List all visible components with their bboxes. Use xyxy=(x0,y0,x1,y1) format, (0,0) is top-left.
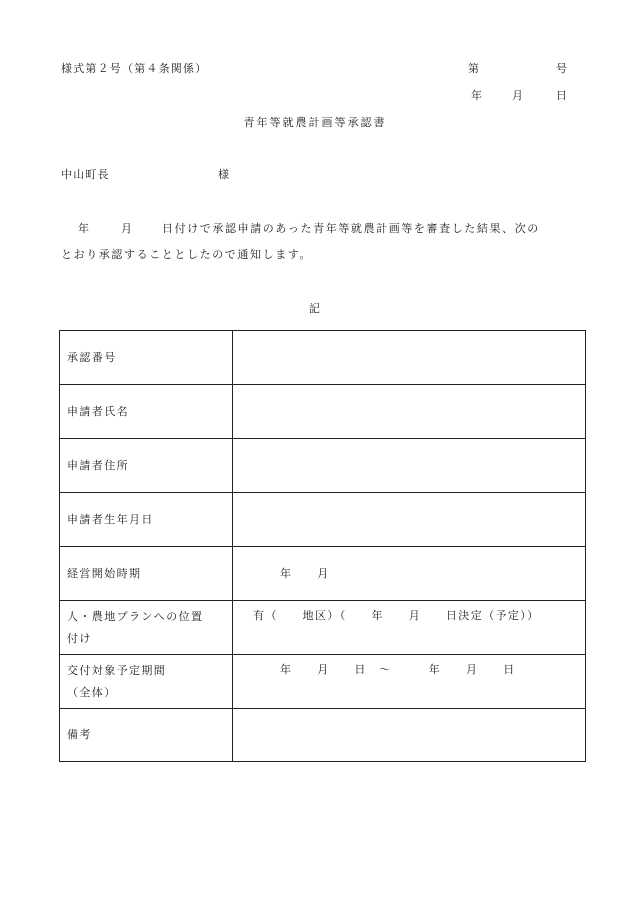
row-label-line1: 交付対象予定期間 xyxy=(67,663,167,677)
approval-table xyxy=(59,330,586,762)
table-row-grant-period xyxy=(60,655,585,709)
table-row-approval-number xyxy=(60,331,585,385)
row-label: 申請者生年月日 xyxy=(67,512,154,526)
date-year: 年 xyxy=(471,89,484,102)
table-row-farmland-plan xyxy=(60,601,585,655)
table-row-remarks xyxy=(60,709,585,761)
body-text-line2: とおり承認することとしたので通知します。 xyxy=(61,248,313,261)
date-day: 日 xyxy=(556,89,569,102)
addressee-honorific: 様 xyxy=(218,168,231,181)
ki-heading: 記 xyxy=(308,302,322,315)
row-value-cell xyxy=(233,385,585,438)
row-value-cell: 年 月 xyxy=(280,566,330,580)
addressee-name: 中山町長 xyxy=(61,168,110,181)
row-label-line2: （全体） xyxy=(67,685,117,699)
document-number-suffix: 号 xyxy=(556,62,569,75)
document-title: 青年等就農計画等承認書 xyxy=(243,116,387,129)
row-label-line1: 人・農地プランへの位置 xyxy=(67,609,204,623)
row-label-line2: 付け xyxy=(67,631,92,645)
row-label: 備考 xyxy=(67,728,92,741)
row-label: 承認番号 xyxy=(67,350,117,364)
table-row-management-start xyxy=(60,547,585,601)
body-date-year: 年 xyxy=(78,222,91,235)
row-value-cell: 年 月 日 ～ 年 月 日 xyxy=(280,663,516,676)
body-date-month: 月 xyxy=(121,222,134,235)
document-number-prefix: 第 xyxy=(468,62,481,75)
row-value-cell: 有（ 地区）（ 年 月 日決定（予定）） xyxy=(253,609,540,622)
row-value-cell xyxy=(233,439,585,492)
table-row-applicant-name xyxy=(60,385,585,439)
row-label: 申請者氏名 xyxy=(67,404,129,418)
row-label: 申請者住所 xyxy=(67,458,129,472)
row-value-cell xyxy=(233,493,585,546)
body-text-line1: 日付けで承認申請のあった青年等就農計画等を審査した結果、次の xyxy=(162,222,540,235)
row-value-cell xyxy=(233,709,585,761)
table-row-applicant-address xyxy=(60,439,585,493)
row-value-cell xyxy=(233,331,585,384)
table-row-applicant-birthdate xyxy=(60,493,585,547)
form-number: 様式第２号（第４条関係） xyxy=(61,62,208,75)
date-month: 月 xyxy=(512,89,525,102)
row-label: 経営開始時期 xyxy=(67,566,142,580)
